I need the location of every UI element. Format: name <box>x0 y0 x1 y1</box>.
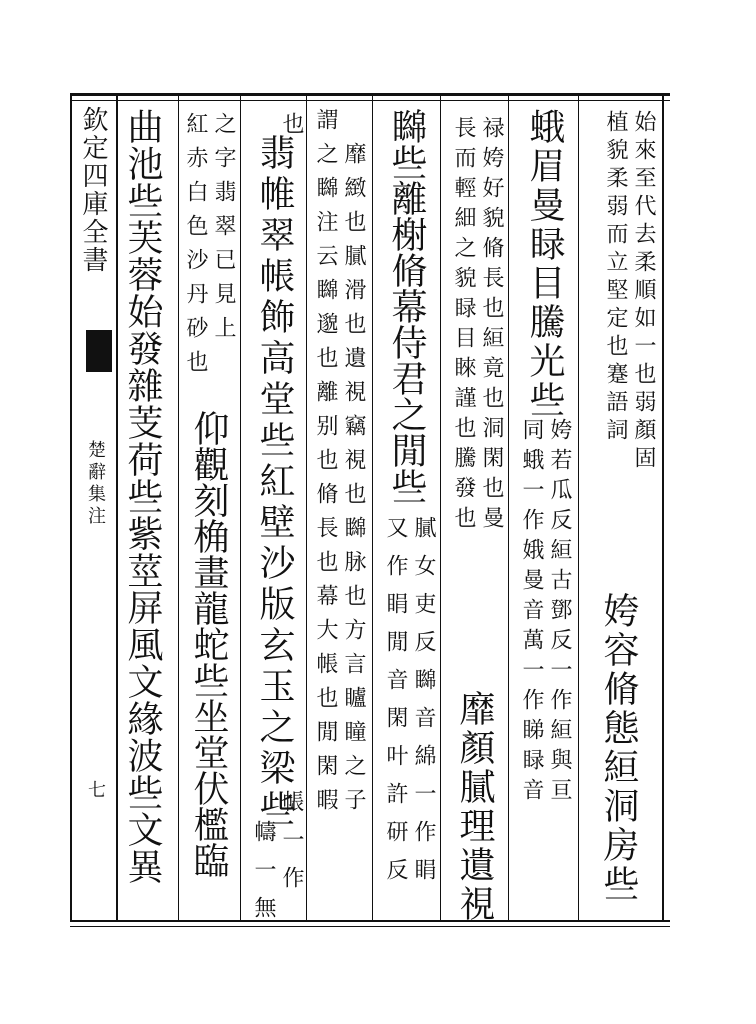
column-divider <box>240 96 241 922</box>
commentary-left: 同蛾一作娥曼音萬一作睇睩音 <box>519 418 544 808</box>
top-border-thin <box>70 100 670 101</box>
bottom-border-thin <box>70 926 670 927</box>
column-divider <box>116 96 118 922</box>
commentary-right: 之字翡翠已見上 <box>211 112 236 350</box>
commentary-right: 膩女吏反矊音綿一作睊 <box>411 516 436 896</box>
commentary-right: 姱若瓜反絙古鄧反一作絙與亘 <box>547 418 572 808</box>
commentary-left: 紅赤白色沙丹砂也 <box>183 112 208 384</box>
top-border <box>70 93 670 96</box>
commentary-right: 始來至代去柔順如一也弱顏固 <box>631 110 656 474</box>
bottom-border <box>70 920 670 922</box>
column-divider <box>508 96 509 922</box>
commentary-left: 幬一無 <box>251 820 276 934</box>
margin-divider <box>70 96 72 922</box>
page-number: 七 <box>85 780 106 802</box>
column-divider <box>372 96 373 922</box>
column-divider <box>306 96 307 922</box>
right-border <box>662 96 664 922</box>
main-text: 靡顏膩理遺視 <box>454 690 495 924</box>
commentary-left: 長而輕細之貌睩目睞謹也騰發也 <box>451 116 476 536</box>
main-text: 蛾眉曼睩目騰光些 <box>524 108 565 420</box>
book-title: 楚辭集注 <box>85 440 106 528</box>
commentary-lead: 也 <box>279 112 304 140</box>
commentary-left: 又作睊閒音閑叶許研反 <box>383 516 408 896</box>
column-divider <box>578 96 579 922</box>
main-text: 仰觀刻桷畫龍蛇些坐堂伏檻臨 <box>188 410 229 878</box>
margin-black-block <box>86 330 112 372</box>
margin-header: 欽定四庫全書 <box>78 106 108 274</box>
main-text: 曲池些芙蓉始發雜芰荷些紫莖屏風文緣波些文異 <box>122 108 163 885</box>
commentary-right: 禄姱好貌脩長也絙竟也洞閑也曼 <box>479 116 504 536</box>
commentary-left: 植貌柔弱而立堅定也蹇語詞 <box>603 110 628 446</box>
main-text: 翡帷翠帳飾高堂些紅壁沙版玄玉之梁些 <box>254 134 295 831</box>
main-text: 姱容脩態絙洞房些 <box>598 592 639 904</box>
column-divider <box>178 96 179 922</box>
column-divider <box>440 96 441 922</box>
main-text: 矊些離榭脩幕侍君之閒些 <box>386 108 427 504</box>
commentary-left: 謂之矊注云矊邈也離别也脩長也幕大帳也閒閑暇 <box>313 108 338 822</box>
commentary-right: 帳一作 <box>279 790 304 904</box>
commentary-right: 靡緻也膩滑也遺視竊視也矊脉也方言矑瞳之子 <box>341 142 366 822</box>
